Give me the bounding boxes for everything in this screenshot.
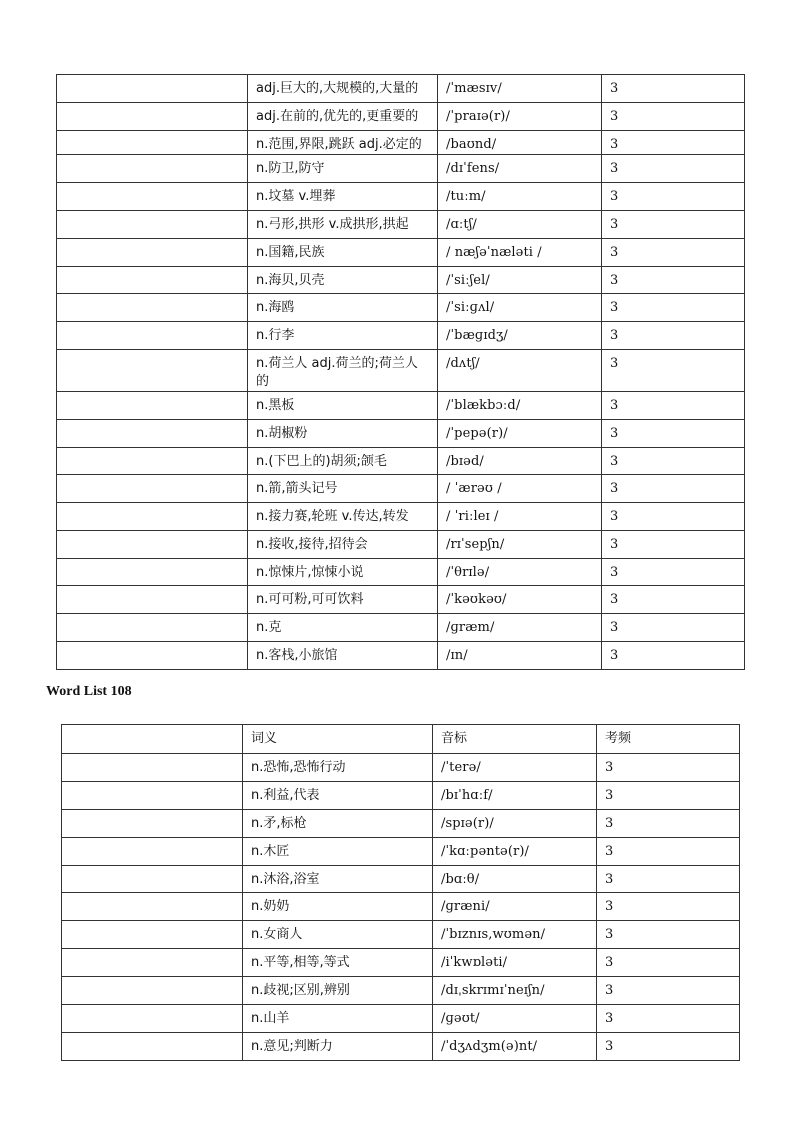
phonetic-cell: /ɡræni/	[433, 893, 597, 921]
frequency-cell: 3	[602, 239, 745, 267]
empty-cell	[57, 559, 248, 586]
frequency-cell: 3	[602, 294, 745, 322]
frequency-cell: 3	[602, 322, 745, 350]
phonetic-cell: /ɑːtʃ/	[438, 211, 602, 239]
phonetic-cell: /ˈterə/	[433, 754, 597, 782]
empty-cell	[57, 642, 248, 670]
meaning-cell: n.(下巴上的)胡须;颌毛	[248, 448, 438, 475]
table-row	[62, 1033, 740, 1061]
phonetic-cell: /ˈkəʊkəʊ/	[438, 586, 602, 614]
meaning-cell: n.客栈,小旅馆	[248, 642, 438, 670]
empty-cell	[57, 294, 248, 322]
frequency-cell: 3	[597, 810, 740, 838]
table-row	[57, 131, 745, 155]
phonetic-cell: /ˈbæɡɪdʒ/	[438, 322, 602, 350]
phonetic-cell: /rɪˈsepʃn/	[438, 531, 602, 559]
frequency-cell: 3	[602, 211, 745, 239]
frequency-cell: 3	[597, 754, 740, 782]
phonetic-cell: /ɡræm/	[438, 614, 602, 642]
meaning-cell: n.荷兰人 adj.荷兰的;荷兰人的	[248, 350, 438, 392]
empty-cell	[62, 866, 243, 893]
phonetic-cell: / ˈriːleɪ /	[438, 503, 602, 531]
table-row	[57, 475, 745, 503]
frequency-cell: 3	[597, 1005, 740, 1033]
empty-cell	[57, 420, 248, 448]
table-row	[57, 267, 745, 294]
meaning-cell: n.克	[248, 614, 438, 642]
phonetic-cell: /spɪə(r)/	[433, 810, 597, 838]
meaning-cell: n.奶奶	[243, 893, 433, 921]
phonetic-cell: /ˈblækbɔːd/	[438, 392, 602, 420]
empty-cell	[57, 614, 248, 642]
table-row	[62, 1005, 740, 1033]
meaning-cell: n.防卫,防守	[248, 155, 438, 183]
meaning-cell: n.行李	[248, 322, 438, 350]
meaning-cell: adj.巨大的,大规模的,大量的	[248, 75, 438, 103]
phonetic-cell: /ˈdʒʌdʒm(ə)nt/	[433, 1033, 597, 1061]
phonetic-cell: /ɪn/	[438, 642, 602, 670]
empty-cell	[62, 921, 243, 949]
empty-cell	[57, 475, 248, 503]
empty-cell	[57, 586, 248, 614]
phonetic-cell: /bɪəd/	[438, 448, 602, 475]
meaning-cell: n.平等,相等,等式	[243, 949, 433, 977]
frequency-cell: 3	[602, 350, 745, 392]
table-row	[57, 103, 745, 131]
phonetic-cell: /ˈmæsɪv/	[438, 75, 602, 103]
phonetic-cell: /baʊnd/	[438, 131, 602, 155]
table-row	[62, 949, 740, 977]
table-header-row	[62, 725, 740, 754]
empty-cell	[62, 782, 243, 810]
phonetic-cell: / næʃəˈnæləti /	[438, 239, 602, 267]
phonetic-cell: /dɪˌskrɪmɪˈneɪʃn/	[433, 977, 597, 1005]
frequency-cell: 3	[602, 475, 745, 503]
frequency-cell: 3	[602, 420, 745, 448]
phonetic-cell: /dɪˈfens/	[438, 155, 602, 183]
table-row	[57, 75, 745, 103]
meaning-cell: n.接收,接待,招待会	[248, 531, 438, 559]
empty-cell	[62, 754, 243, 782]
empty-cell	[57, 155, 248, 183]
header-empty-cell	[62, 725, 243, 754]
meaning-cell: n.国籍,民族	[248, 239, 438, 267]
frequency-cell: 3	[597, 949, 740, 977]
table-row	[62, 754, 740, 782]
empty-cell	[57, 131, 248, 155]
frequency-cell: 3	[602, 642, 745, 670]
meaning-cell: n.恐怖,恐怖行动	[243, 754, 433, 782]
frequency-cell: 3	[602, 503, 745, 531]
frequency-cell: 3	[597, 977, 740, 1005]
table-row	[62, 921, 740, 949]
table-row	[57, 531, 745, 559]
phonetic-cell: /ɡəʊt/	[433, 1005, 597, 1033]
meaning-cell: n.惊悚片,惊悚小说	[248, 559, 438, 586]
section-title: Word List 108	[46, 684, 132, 699]
table-row	[62, 782, 740, 810]
phonetic-cell: /ˈsiːɡʌl/	[438, 294, 602, 322]
table-row	[57, 155, 745, 183]
meaning-cell: n.胡椒粉	[248, 420, 438, 448]
table-row	[57, 642, 745, 670]
table-row	[57, 586, 745, 614]
table-row	[57, 392, 745, 420]
phonetic-cell: /ˈbɪznɪs,wʊmən/	[433, 921, 597, 949]
frequency-cell: 3	[597, 1033, 740, 1061]
table-row	[62, 893, 740, 921]
meaning-cell: n.可可粉,可可饮料	[248, 586, 438, 614]
empty-cell	[57, 350, 248, 392]
empty-cell	[57, 183, 248, 211]
table-row	[57, 239, 745, 267]
frequency-cell: 3	[602, 392, 745, 420]
table-row	[62, 810, 740, 838]
header-phonetic: 音标	[433, 725, 597, 754]
table-row	[62, 866, 740, 893]
word-table-2	[61, 724, 740, 1061]
meaning-cell: n.接力赛,轮班 v.传达,转发	[248, 503, 438, 531]
meaning-cell: n.黑板	[248, 392, 438, 420]
empty-cell	[57, 448, 248, 475]
empty-cell	[57, 392, 248, 420]
empty-cell	[57, 322, 248, 350]
meaning-cell: n.箭,箭头记号	[248, 475, 438, 503]
phonetic-cell: /ˈkɑːpəntə(r)/	[433, 838, 597, 866]
phonetic-cell: / ˈærəʊ /	[438, 475, 602, 503]
table-row	[57, 322, 745, 350]
phonetic-cell: /ˈpraɪə(r)/	[438, 103, 602, 131]
table-row	[57, 211, 745, 239]
empty-cell	[57, 103, 248, 131]
meaning-cell: n.歧视;区别,辨别	[243, 977, 433, 1005]
frequency-cell: 3	[602, 586, 745, 614]
empty-cell	[62, 810, 243, 838]
table-row	[57, 503, 745, 531]
meaning-cell: n.意见;判断力	[243, 1033, 433, 1061]
frequency-cell: 3	[597, 782, 740, 810]
table-row	[57, 448, 745, 475]
meaning-cell: n.弓形,拱形 v.成拱形,拱起	[248, 211, 438, 239]
empty-cell	[62, 1005, 243, 1033]
frequency-cell: 3	[602, 103, 745, 131]
frequency-cell: 3	[597, 838, 740, 866]
frequency-cell: 3	[602, 155, 745, 183]
frequency-cell: 3	[597, 921, 740, 949]
frequency-cell: 3	[602, 614, 745, 642]
empty-cell	[57, 267, 248, 294]
frequency-cell: 3	[602, 183, 745, 211]
table-row	[57, 294, 745, 322]
header-meaning: 词义	[243, 725, 433, 754]
frequency-cell: 3	[602, 267, 745, 294]
empty-cell	[57, 531, 248, 559]
frequency-cell: 3	[602, 131, 745, 155]
meaning-cell: n.女商人	[243, 921, 433, 949]
meaning-cell: n.坟墓 v.埋葬	[248, 183, 438, 211]
frequency-cell: 3	[597, 866, 740, 893]
empty-cell	[62, 1033, 243, 1061]
empty-cell	[62, 893, 243, 921]
empty-cell	[57, 239, 248, 267]
table-row	[62, 838, 740, 866]
frequency-cell: 3	[602, 531, 745, 559]
frequency-cell: 3	[602, 448, 745, 475]
phonetic-cell: /ˈsiːʃel/	[438, 267, 602, 294]
meaning-cell: n.矛,标枪	[243, 810, 433, 838]
table-row	[57, 559, 745, 586]
meaning-cell: n.海贝,贝壳	[248, 267, 438, 294]
table-row	[57, 420, 745, 448]
empty-cell	[62, 949, 243, 977]
meaning-cell: n.沐浴,浴室	[243, 866, 433, 893]
phonetic-cell: /ˈθrɪlə/	[438, 559, 602, 586]
word-table-1	[56, 74, 745, 670]
table-row	[57, 350, 745, 392]
empty-cell	[57, 75, 248, 103]
meaning-cell: n.木匠	[243, 838, 433, 866]
table-row	[57, 614, 745, 642]
phonetic-cell: /ˈpepə(r)/	[438, 420, 602, 448]
empty-cell	[62, 977, 243, 1005]
frequency-cell: 3	[602, 559, 745, 586]
meaning-cell: n.利益,代表	[243, 782, 433, 810]
empty-cell	[62, 838, 243, 866]
empty-cell	[57, 211, 248, 239]
phonetic-cell: /iˈkwɒləti/	[433, 949, 597, 977]
frequency-cell: 3	[597, 893, 740, 921]
meaning-cell: adj.在前的,优先的,更重要的	[248, 103, 438, 131]
phonetic-cell: /tuːm/	[438, 183, 602, 211]
frequency-cell: 3	[602, 75, 745, 103]
meaning-cell: n.范围,界限,跳跃 adj.必定的	[248, 131, 438, 155]
phonetic-cell: /dʌtʃ/	[438, 350, 602, 392]
table-row	[62, 977, 740, 1005]
phonetic-cell: /bɑːθ/	[433, 866, 597, 893]
phonetic-cell: /bɪˈhɑːf/	[433, 782, 597, 810]
table-row	[57, 183, 745, 211]
meaning-cell: n.海鸥	[248, 294, 438, 322]
meaning-cell: n.山羊	[243, 1005, 433, 1033]
empty-cell	[57, 503, 248, 531]
header-frequency: 考频	[597, 725, 740, 754]
